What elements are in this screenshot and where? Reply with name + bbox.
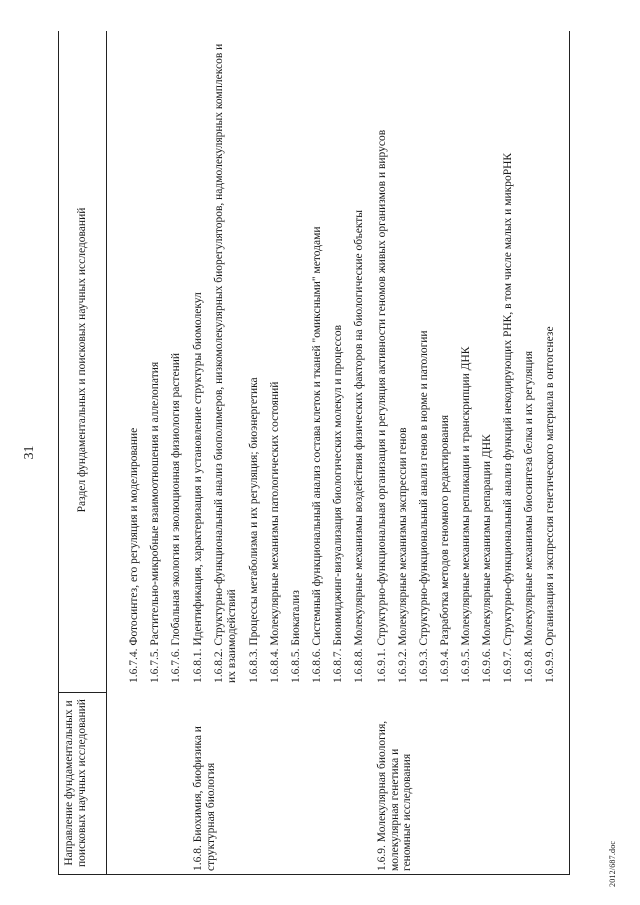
table-column-divider — [58, 692, 106, 693]
direction-cell-1-6-8: 1.6.8. Биохимия, биофизика и структурная биология — [192, 726, 217, 871]
research-directions-table — [58, 31, 570, 875]
table-row: 1.6.8.8. Молекулярные механизмы воздействия физических факторов на биологические объекты — [353, 209, 365, 683]
table-row: 1.6.9.2. Молекулярные механизмы экспрессии генов — [397, 427, 409, 683]
page-number: 31 — [22, 445, 37, 460]
table-row: 1.6.7.4. Фотосинтез, его регуляция и моделирование — [128, 427, 140, 683]
table-top-border — [58, 31, 59, 875]
table-row: 1.6.8.4. Молекулярные механизмы патологических состояний — [269, 381, 281, 683]
table-row: 1.6.9.6. Молекулярные механизмы репарации ДНК — [481, 434, 493, 683]
table-row: 1.6.8.2. Структурно-функциональный анализ биополимеров, низкомолекулярных биорегуляторов, надмолекулярных комплексов и их взаимодействий — [213, 43, 238, 683]
table-row: 1.6.7.6. Глобальная экология и эволюционная физиология растений — [170, 352, 182, 683]
document-id-footer: 2012/687.doc — [608, 840, 617, 887]
table-row: 1.6.9.5. Молекулярные механизмы репликации и транскрипции ДНК — [460, 346, 472, 683]
table-row: 1.6.8.1. Идентификация, характеризация и установление структуры биомолекул — [192, 292, 204, 683]
direction-cell-1-6-9: 1.6.9. Молекулярная биология, молекулярная генетика и геномные исследования — [376, 720, 413, 871]
header-direction: Направление фундаментальных и поисковых научных исследований — [63, 699, 88, 867]
table-row: 1.6.9.4. Разработка методов геномного редактирования — [439, 414, 451, 683]
table-header-bottom-border — [106, 31, 107, 875]
table-row: 1.6.9.9. Организация и экспрессия генетического материала в онтогенезе — [544, 326, 556, 683]
table-row: 1.6.8.7. Биоимиджинг-визуализация биологических молекул и процессов — [332, 324, 344, 683]
table-bottom-border — [569, 31, 570, 875]
table-row: 1.6.9.7. Структурно-функциональный анализ функций некодирующих РНК, в том числе малых и микроРНК — [502, 152, 514, 683]
table-row: 1.6.7.5. Растительно-микробные взаимоотношения и аллелопатия — [149, 361, 161, 683]
table-row: 1.6.8.5. Биокатализ — [290, 590, 302, 683]
header-section: Раздел фундаментальных и поисковых научных исследований — [76, 207, 88, 513]
table-row: 1.6.8.3. Процессы метаболизма и их регуляция; биоэнергетика — [248, 377, 260, 683]
table-left-border — [58, 874, 569, 875]
table-row: 1.6.9.3. Структурно-функциональный анализ генов в норме и патологии — [418, 330, 430, 683]
table-row: 1.6.8.6. Системный функциональный анализ состава клеток и тканей "омиксными" методами — [311, 226, 323, 683]
table-row: 1.6.9.8. Молекулярные механизмы биосинтеза белка и их регуляция — [523, 351, 535, 683]
table-row: 1.6.9.1. Структурно-функциональная организация и регуляция активности геномов живых организмов и вирусов — [376, 129, 388, 683]
